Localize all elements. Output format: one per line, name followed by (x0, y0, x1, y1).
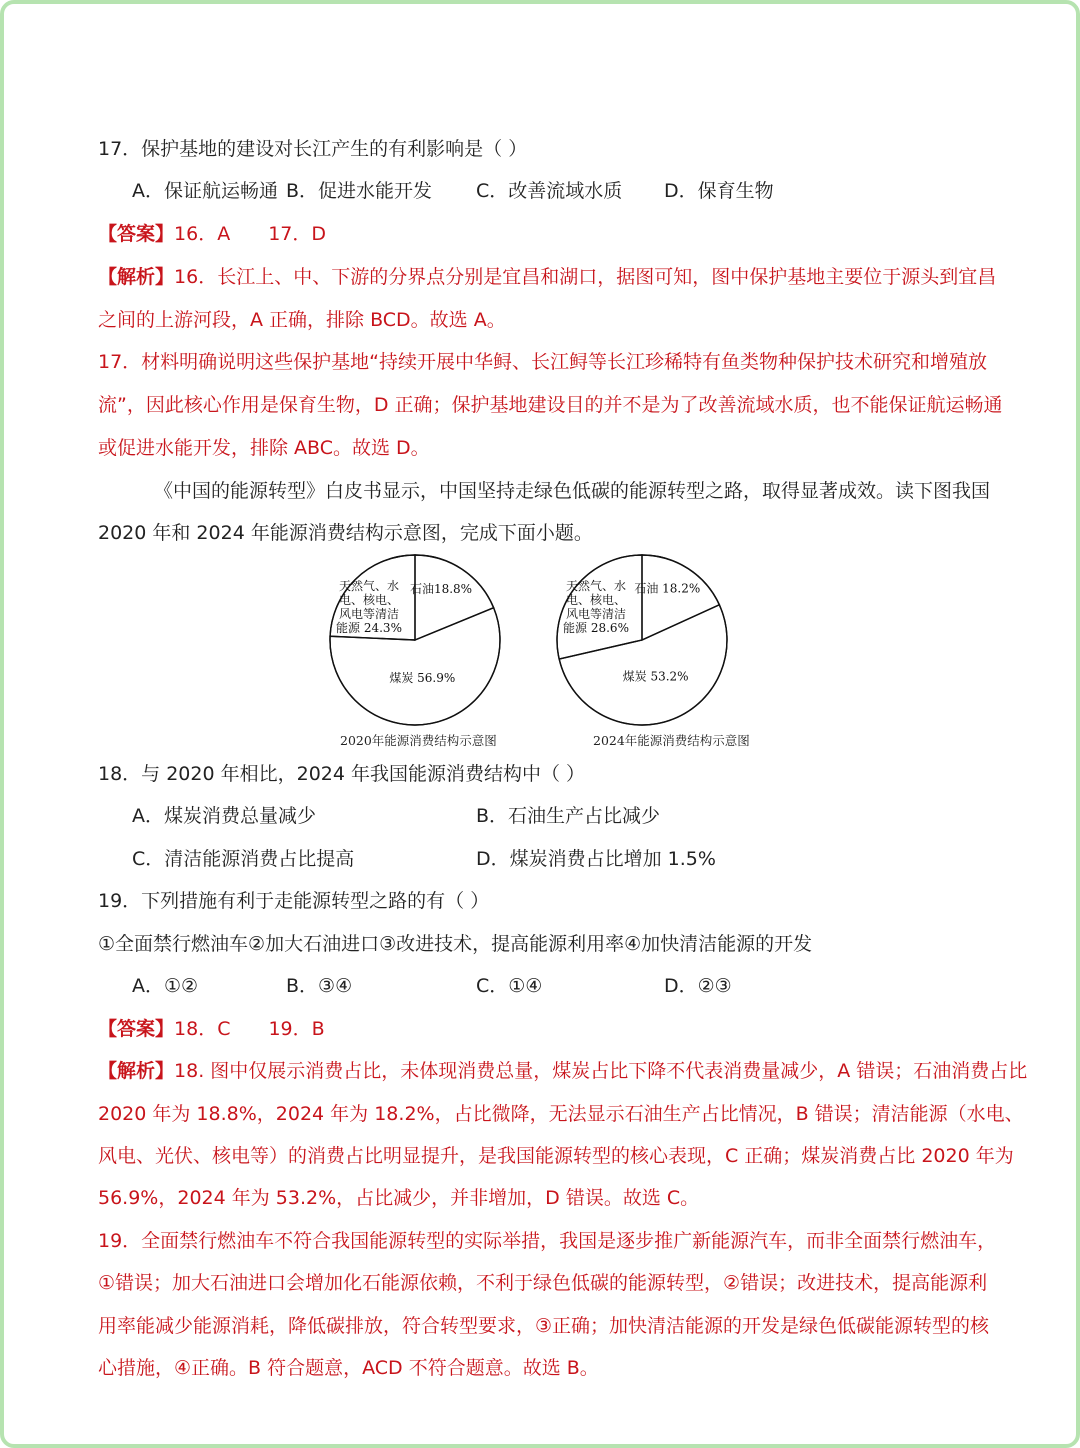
q17-option-b: B．促进水能开发 (286, 180, 433, 202)
analysis-tag: 【解析】 (98, 266, 175, 288)
q17-option-d: D．保育生物 (664, 180, 774, 202)
answer-text: 16．A 17．D (174, 223, 326, 245)
intro-line1: 《中国的能源转型》白皮书显示，中国坚持走绿色低碳的能源转型之路，取得显著成效。读下图我国 (154, 480, 991, 502)
analysis-16-17-line4: 流”，因此核心作用是保育生物，D 正确；保护基地建设目的并不是为了改善流域水质，也不能保证航运畅通 (98, 394, 1003, 416)
analysis-text: 16．长江上、中、下游的分界点分别是宜昌和湖口，据图可知，图中保护基地主要位于源头到宜昌 (174, 266, 997, 288)
q19-option-a: A．①② (132, 975, 199, 997)
analysis-18-19-line7: 用率能减少能源消耗，降低碳排放，符合转型要求，③正确；加快清洁能源的开发是绿色低碳能源转型的核 (98, 1315, 990, 1337)
analysis-18-19-line2: 2020 年为 18.8%，2024 年为 18.2%，占比微降，无法显示石油生产占比情况，B 错误；清洁能源（水电、 (98, 1103, 1024, 1125)
q17-option-c: C．改善流域水质 (476, 180, 623, 202)
q19-stem: 19．下列措施有利于走能源转型之路的有（ ） (98, 890, 490, 912)
q19-measures: ①全面禁行燃油车②加大石油进口③改进技术，提高能源利用率④加快清洁能源的开发 (98, 933, 813, 955)
pie-2024-label-clean: 天然气、水 (565, 579, 627, 593)
energy-pie-charts (300, 548, 780, 754)
answer-tag: 【答案】 (98, 1018, 175, 1040)
analysis-18-19-line8: 心措施，④正确。B 符合题意，ACD 不符合题意。故选 B。 (98, 1357, 599, 1379)
analysis-text: 18. 图中仅展示消费占比，未体现消费总量，煤炭占比下降不代表消费量减少，A 错误；石油消费占比 (174, 1060, 1028, 1082)
analysis-18-19-line6: ①错误；加大石油进口会增加化石能源依赖，不利于绿色低碳的能源转型，②错误；改进技术，提高能源利 (98, 1272, 988, 1294)
pie-2020-label-coal: 煤炭 56.9% (389, 670, 456, 685)
pie-2020-label-oil: 石油18.8% (409, 582, 473, 597)
q18-stem: 18．与 2020 年相比，2024 年我国能源消费结构中（ ） (98, 763, 586, 785)
intro-line2: 2020 年和 2024 年能源消费结构示意图，完成下面小题。 (98, 522, 593, 544)
answer-18-19 (98, 1016, 990, 1042)
pie-2024-label-coal: 煤炭 53.2% (622, 669, 689, 684)
q18-option-b: B．石油生产占比减少 (476, 805, 661, 827)
q18-option-d: D．煤炭消费占比增加 1.5% (476, 848, 716, 870)
q19-option-d: D．②③ (664, 975, 732, 997)
analysis-18-19-line3: 风电、光伏、核电等）的消费占比明显提升，是我国能源转型的核心表现，C 正确；煤炭消费占比 2020 年为 (98, 1145, 1014, 1167)
answer-tag: 【答案】 (98, 223, 175, 245)
answer-text: 18．C 19．B (174, 1018, 325, 1040)
pie-2020-label-clean: 天然气、水 (338, 579, 400, 593)
pie-2024-label-clean: 风电等清洁 (565, 607, 627, 621)
analysis-16-17-line1 (98, 264, 997, 290)
analysis-tag: 【解析】 (98, 1060, 175, 1082)
q19-option-c: C．①④ (476, 975, 543, 997)
pie-2020-label-clean: 风电等清洁 (338, 607, 400, 621)
q19-option-b: B．③④ (286, 975, 353, 997)
q18-option-c: C．清洁能源消费占比提高 (132, 848, 355, 870)
pie-2020-label-clean: 电、核电、 (338, 593, 400, 607)
analysis-18-19-line4: 56.9%，2024 年为 53.2%，占比减少，并非增加，D 错误。故选 C。 (98, 1187, 700, 1209)
q17-option-a: A．保证航运畅通 (132, 180, 278, 202)
pie-2024-label-clean: 电、核电、 (565, 593, 627, 607)
analysis-16-17-line5: 或促进水能开发，排除 ABC。故选 D。 (98, 437, 430, 459)
analysis-18-19-line5: 19．全面禁行燃油车不符合我国能源转型的实际举措，我国是逐步推广新能源汽车，而非全面禁行燃油车， (98, 1230, 997, 1252)
q18-option-a: A．煤炭消费总量减少 (132, 805, 316, 827)
pie-2020-title: 2020年能源消费结构示意图 (340, 733, 497, 748)
pie-2020-label-clean: 能源 24.3% (336, 621, 402, 635)
analysis-18-19-line1 (98, 1058, 1028, 1084)
pie-2024-title: 2024年能源消费结构示意图 (593, 733, 750, 748)
q17-stem: 17．保护基地的建设对长江产生的有利影响是（ ） (98, 138, 528, 160)
pie-2024-label-clean: 能源 28.6% (563, 621, 629, 635)
pie-2024-label-oil: 石油 18.2% (634, 581, 701, 596)
answer-16-17 (98, 221, 990, 247)
analysis-16-17-line3: 17．材料明确说明这些保护基地“持续开展中华鲟、长江鲟等长江珍稀特有鱼类物种保护技术研究和增殖放 (98, 351, 988, 373)
analysis-16-17-line2: 之间的上游河段，A 正确，排除 BCD。故选 A。 (98, 309, 506, 331)
